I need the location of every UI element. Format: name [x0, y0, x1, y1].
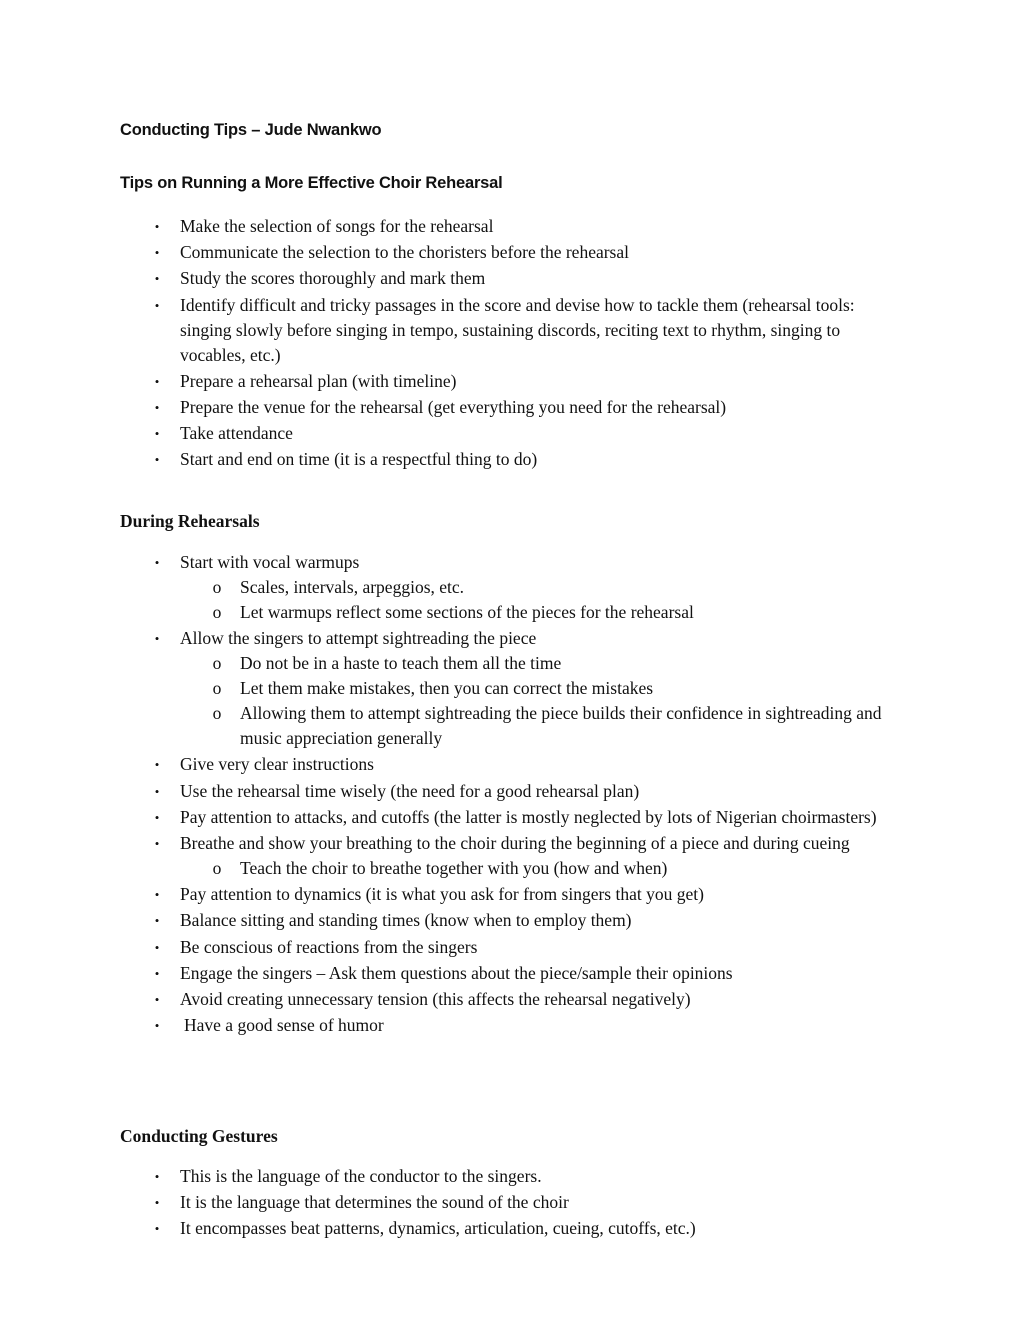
bullet-icon: •	[154, 757, 160, 773]
list-item	[0, 293, 1020, 368]
section-heading-conducting-gestures: Conducting Gestures	[120, 1126, 278, 1146]
list-item	[0, 1164, 1020, 1189]
list-item-text: Pay attention to attacks, and cutoffs (the latter is mostly neglected by lots of Nigerian choirmasters)	[180, 806, 877, 827]
sub-list-item	[180, 701, 910, 751]
list-item-text: Avoid creating unnecessary tension (this affects the rehearsal negatively)	[180, 988, 691, 1009]
during-rehearsals-list	[0, 550, 1020, 1039]
bullet-icon: •	[154, 373, 160, 389]
sub-list-item-text: Teach the choir to breathe together with you (how and when)	[240, 857, 668, 878]
sub-list-item	[180, 575, 910, 600]
list-item	[0, 1013, 1020, 1038]
list-item	[0, 961, 1020, 986]
list-item-text: Pay attention to dynamics (it is what you ask for from singers that you get)	[180, 884, 704, 905]
list-item-text: Give very clear instructions	[180, 754, 374, 775]
bullet-icon: •	[154, 631, 160, 647]
sub-list-item	[180, 600, 910, 625]
bullet-icon: •	[154, 219, 160, 234]
list-item	[0, 369, 1020, 394]
sub-list-item	[180, 651, 910, 676]
list-item-text: Study the scores thoroughly and mark them	[180, 268, 486, 289]
list-item-text: It is the language that determines the sound of the choir	[180, 1192, 569, 1213]
bullet-icon: •	[154, 783, 160, 799]
circle-bullet-icon: o	[212, 857, 222, 878]
list-item	[0, 805, 1020, 830]
list-item-text: Balance sitting and standing times (know when to employ them)	[180, 910, 632, 931]
list-item-text: Breathe and show your breathing to the choir during the beginning of a piece and during cueing	[180, 832, 850, 853]
list-item-text: Prepare the venue for the rehearsal (get everything you need for the rehearsal)	[180, 396, 727, 417]
bullet-icon: •	[154, 245, 160, 261]
bullet-icon: •	[154, 555, 160, 570]
document-title: Conducting Tips – Jude Nwankwo	[120, 121, 382, 139]
circle-bullet-icon: o	[212, 577, 222, 597]
list-item-text: Have a good sense of humor	[184, 1015, 384, 1036]
sub-list	[180, 856, 910, 881]
bullet-icon: •	[154, 426, 160, 442]
circle-bullet-icon: o	[212, 653, 222, 674]
list-item	[0, 550, 1020, 625]
list-item	[0, 752, 1020, 777]
circle-bullet-icon: o	[212, 703, 222, 724]
sub-list-item-text: Scales, intervals, arpeggios, etc.	[240, 577, 465, 597]
bullet-icon: •	[154, 1018, 160, 1034]
bullet-icon: •	[154, 297, 160, 313]
sub-list-item-text: Let them make mistakes, then you can correct the mistakes	[240, 678, 654, 699]
list-item-text: Take attendance	[180, 423, 293, 444]
list-item	[0, 240, 1020, 265]
bullet-icon: •	[154, 809, 160, 825]
bullet-icon: •	[154, 939, 160, 955]
sub-list-item	[180, 856, 910, 881]
list-item	[0, 447, 1020, 472]
sub-list	[180, 651, 910, 751]
list-item-text: Make the selection of songs for the rehearsal	[180, 216, 494, 236]
bullet-icon: •	[154, 991, 160, 1007]
bullet-icon: •	[154, 965, 160, 981]
list-item	[0, 882, 1020, 907]
list-item-text: Communicate the selection to the choristers before the rehearsal	[180, 242, 629, 263]
list-item	[0, 779, 1020, 804]
list-item	[0, 1216, 1020, 1241]
list-item-text: Engage the singers – Ask them questions about the piece/sample their opinions	[180, 962, 733, 983]
section-heading-during-rehearsals: During Rehearsals	[120, 511, 260, 531]
list-item	[0, 214, 1020, 239]
bullet-icon: •	[154, 887, 160, 903]
list-item	[0, 935, 1020, 960]
list-item-text: It encompasses beat patterns, dynamics, articulation, cueing, cutoffs, etc.)	[180, 1218, 696, 1239]
bullet-icon: •	[154, 1169, 160, 1184]
circle-bullet-icon: o	[212, 678, 222, 699]
list-item	[0, 626, 1020, 751]
list-item	[0, 908, 1020, 933]
list-item-text: Use the rehearsal time wisely (the need for a good rehearsal plan)	[180, 780, 640, 801]
list-item	[0, 421, 1020, 446]
list-item-text: Allow the singers to attempt sightreading the piece	[180, 628, 537, 649]
sub-list	[180, 575, 910, 625]
section-heading-rehearsal-tips: Tips on Running a More Effective Choir Rehearsal	[120, 174, 503, 192]
bullet-icon: •	[154, 452, 160, 468]
list-item-text: Start and end on time (it is a respectful thing to do)	[180, 449, 538, 470]
bullet-icon: •	[154, 1221, 160, 1237]
list-item-text: This is the language of the conductor to the singers.	[180, 1166, 542, 1186]
list-item-text: Be conscious of reactions from the singers	[180, 936, 478, 957]
bullet-icon: •	[154, 399, 160, 415]
list-item	[0, 1190, 1020, 1215]
sub-list-item-text: Allowing them to attempt sightreading the piece builds their confidence in sightreading and music appreciation generally	[240, 703, 882, 749]
sub-list-item-text: Let warmups reflect some sections of the pieces for the rehearsal	[240, 602, 694, 622]
list-item-text: Prepare a rehearsal plan (with timeline)	[180, 370, 457, 391]
sub-list-item-text: Do not be in a haste to teach them all the time	[240, 653, 562, 674]
list-item-text: Start with vocal warmups	[180, 552, 360, 572]
list-item-text: Identify difficult and tricky passages in the score and devise how to tackle them (rehearsal tools: singing slowly before singing in tempo, sustaining discords, reciting text to rhythm, singing to vocables, etc.)	[180, 294, 855, 365]
sub-list-item	[180, 676, 910, 701]
bullet-icon: •	[154, 1195, 160, 1211]
bullet-icon: •	[154, 835, 160, 851]
conducting-gestures-list	[0, 1164, 1020, 1243]
list-item	[0, 266, 1020, 291]
bullet-icon: •	[154, 271, 160, 287]
list-item	[0, 395, 1020, 420]
list-item	[0, 831, 1020, 881]
bullet-icon: •	[154, 913, 160, 929]
rehearsal-tips-list	[0, 214, 1020, 474]
circle-bullet-icon: o	[212, 602, 222, 622]
list-item	[0, 987, 1020, 1012]
